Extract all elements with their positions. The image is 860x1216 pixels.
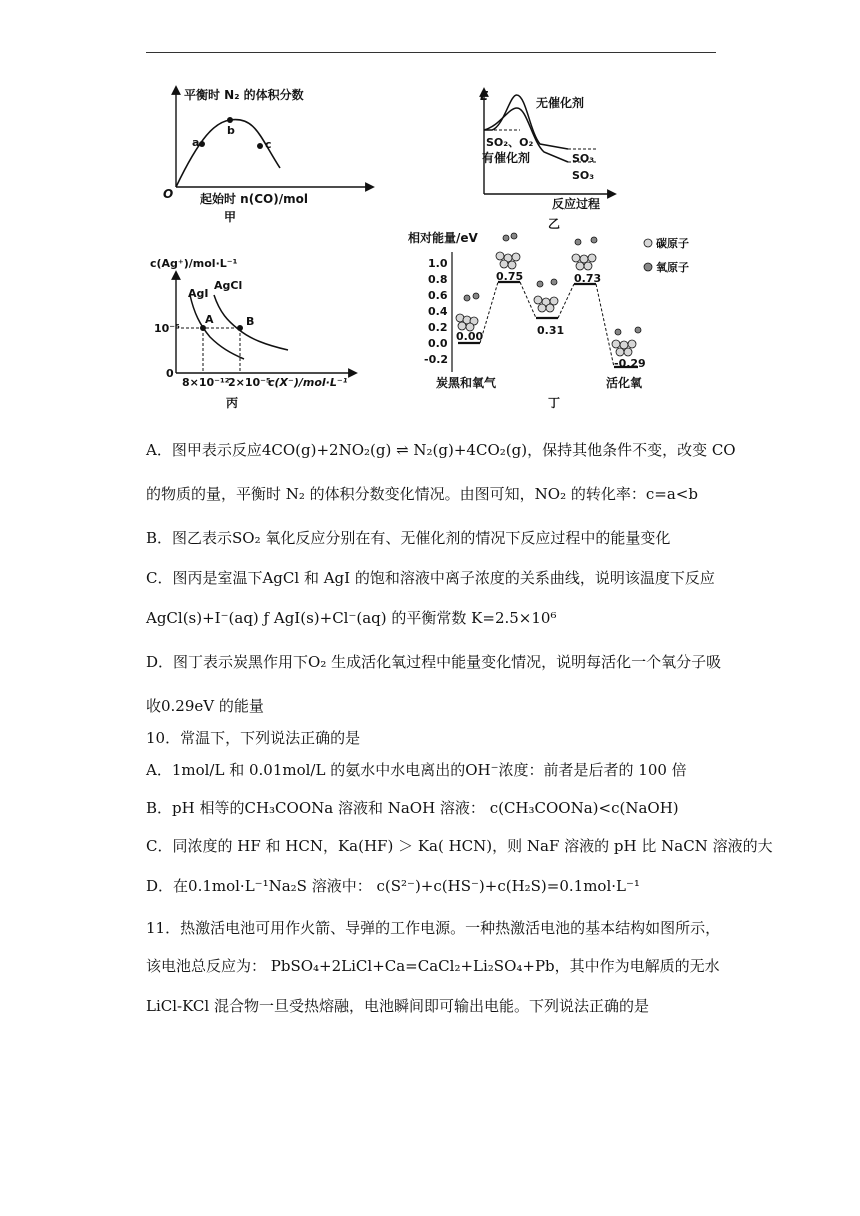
ding-start-label: 炭黑和氧气 [436, 376, 497, 390]
yi-label-product-1: SO₃ [572, 152, 595, 165]
yi-label-product-2: SO₃ [572, 169, 595, 182]
ding-cluster-1 [496, 233, 520, 269]
yi-caption: 乙 [548, 217, 561, 231]
bing-ylabel: c(Ag⁺)/mol·L⁻¹ [150, 257, 238, 270]
ding-value-4: -0.29 [614, 357, 646, 370]
bing-label-agcl: AgCl [214, 279, 243, 292]
option-b-line: B．图乙表示SO₂ 氧化反应分别在有、无催化剂的情况下反应过程中的能量变化 [146, 529, 671, 547]
bing-point-b [237, 325, 243, 331]
yi-xlabel: 反应过程 [552, 197, 601, 211]
ding-ytick-4: 0.4 [428, 305, 448, 318]
option-a-line-1: A．图甲表示反应4CO(g)+2NO₂(g) ⇌ N₂(g)+4CO₂(g)，保持其他条件不变，改变 CO [146, 441, 736, 459]
jia-label-a: a [192, 136, 200, 149]
jia-label-b: b [227, 124, 235, 137]
ding-caption: 丁 [548, 396, 561, 410]
question-11-line-2: 该电池总反应为： PbSO₄+2LiCl+Ca=CaCl₂+Li₂SO₄+Pb，其中作为电解质的无水 [146, 957, 720, 975]
ding-cluster-3 [572, 237, 597, 270]
ding-value-1: 0.75 [496, 270, 524, 283]
bing-label-a: A [205, 313, 214, 326]
figure-jia [160, 82, 390, 227]
question-11-line-1: 11．热激活电池可用作火箭、导弹的工作电源。一种热激活电池的基本结构如图所示， [146, 919, 721, 937]
q10-option-b: B．pH 相等的CH₃COONa 溶液和 NaOH 溶液： c(CH₃COONa)<c(NaOH) [146, 799, 679, 817]
ding-cluster-2 [534, 279, 558, 312]
q10-option-d: D．在0.1mol·L⁻¹Na₂S 溶液中： c(S²⁻)+c(HS⁻)+c(H₂S)=0.1mol·L⁻¹ [146, 877, 640, 895]
figure-bing [148, 255, 363, 415]
option-c-line-1: C．图丙是室温下AgCl 和 AgI 的饱和溶液中离子浓度的关系曲线，说明该温度下反应 [146, 569, 715, 587]
jia-ylabel: 平衡时 N₂ 的体积分数 [184, 88, 304, 102]
q10-option-c: C．同浓度的 HF 和 HCN，Ka(HF) ＞ Ka( HCN)，则 NaF 溶液的 pH 比 NaCN 溶液的大 [146, 837, 773, 855]
jia-point-c [257, 143, 263, 149]
option-c-line-2: AgCl(s)+I⁻(aq) ƒ AgI(s)+Cl⁻(aq) 的平衡常数 K=2.5×10⁶ [146, 609, 557, 627]
ding-value-2: 0.31 [537, 324, 565, 337]
ding-end-label: 活化氧 [606, 376, 643, 390]
jia-caption: 甲 [224, 210, 237, 224]
bing-caption: 丙 [226, 396, 239, 410]
q10-option-a: A．1mol/L 和 0.01mol/L 的氨水中水电离出的OH⁻浓度：前者是后者的 100 倍 [146, 761, 687, 779]
yi-ylabel: E [480, 89, 489, 103]
ding-ytick-6: 0.0 [428, 337, 448, 350]
header-rule [146, 52, 716, 53]
option-d-line-1: D．图丁表示炭黑作用下O₂ 生成活化氧过程中能量变化情况，说明每活化一个氧分子吸 [146, 653, 722, 671]
legend-carbon-icon [644, 239, 652, 247]
ding-ytick-7: -0.2 [424, 353, 449, 366]
option-a-line-2: 的物质的量，平衡时 N₂ 的体积分数变化情况。由图可知，NO₂ 的转化率：c=a<b [146, 485, 698, 503]
ding-cluster-0 [456, 293, 479, 331]
yi-label-no-catalyst: 无催化剂 [536, 96, 585, 110]
figure-yi [472, 86, 622, 236]
ding-value-3: 0.73 [574, 272, 602, 285]
bing-label-b: B [246, 315, 255, 328]
ding-value-0: 0.00 [456, 330, 484, 343]
jia-label-c: c [265, 138, 272, 151]
bing-xtick-1: 8×10⁻¹² [182, 376, 230, 389]
ding-ytick-1: 1.0 [428, 257, 448, 270]
bing-origin: 0 [166, 367, 174, 380]
ding-ytick-5: 0.2 [428, 321, 448, 334]
bing-xlabel: c(X⁻)/mol·L⁻¹ [268, 376, 348, 389]
option-d-line-2: 收0.29eV 的能量 [146, 697, 264, 715]
legend-oxygen-icon [644, 263, 652, 271]
jia-point-b [227, 117, 233, 123]
ding-ylabel: 相对能量/eV [408, 231, 478, 245]
figure-ding [406, 226, 706, 411]
bing-xtick-2: 2×10⁻⁵ [228, 376, 271, 389]
bing-label-agi: AgI [188, 287, 209, 300]
ding-yticks [424, 257, 448, 366]
legend-oxygen-label: 氧原子 [656, 261, 689, 274]
jia-point-a [199, 141, 205, 147]
bing-ytick: 10⁻⁵ [154, 322, 180, 335]
question-10-stem: 10．常温下，下列说法正确的是 [146, 729, 361, 747]
ding-cluster-4 [612, 327, 641, 356]
ding-ytick-2: 0.8 [428, 273, 448, 286]
jia-xlabel: 起始时 n(CO)/mol [200, 192, 308, 206]
yi-label-reactants: SO₂、O₂ [486, 136, 534, 149]
question-11-line-3: LiCl-KCl 混合物一旦受热熔融，电池瞬间即可输出电能。下列说法正确的是 [146, 997, 649, 1015]
yi-label-catalyst: 有催化剂 [482, 151, 531, 165]
jia-origin: O [163, 187, 174, 201]
legend-carbon-label: 碳原子 [656, 237, 689, 250]
ding-ytick-3: 0.6 [428, 289, 448, 302]
